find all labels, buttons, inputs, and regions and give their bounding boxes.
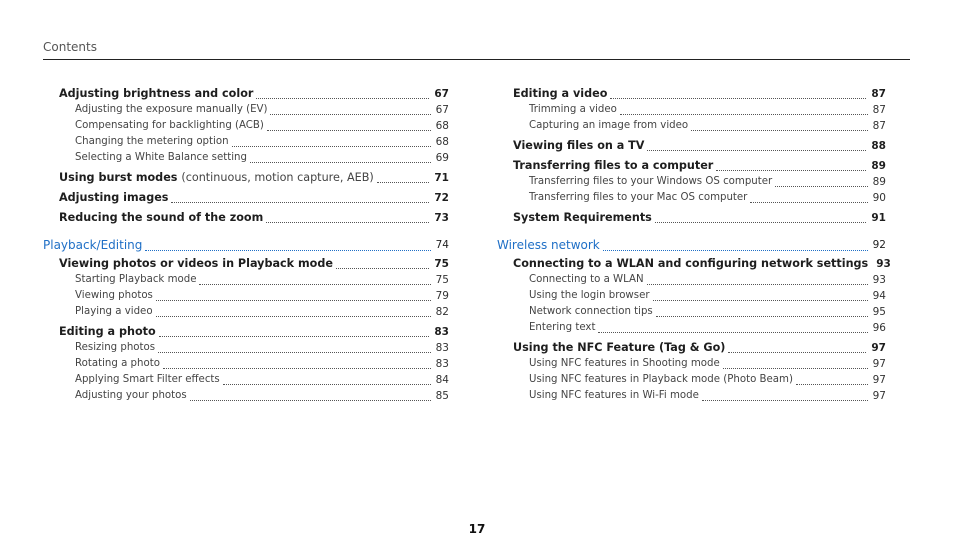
toc-entry[interactable]: [497, 138, 886, 154]
leader-dots: [270, 114, 430, 115]
toc-entry-label: Using the login browser: [529, 290, 650, 301]
toc-entry[interactable]: [497, 304, 886, 320]
leader-dots: [655, 222, 867, 223]
toc-entry-label: Applying Smart Filter effects: [75, 374, 220, 385]
toc-entry-page: 67: [434, 88, 449, 100]
toc-section-page: 92: [872, 239, 886, 251]
toc-entry-label: Compensating for backlighting (ACB): [75, 120, 264, 131]
leader-dots: [723, 368, 868, 369]
leader-dots: [336, 268, 429, 269]
toc-entry[interactable]: [497, 272, 886, 288]
toc-entry-page: 69: [435, 152, 449, 164]
toc-entry-label: Adjusting the exposure manually (EV): [75, 104, 268, 115]
leader-dots: [266, 222, 429, 223]
toc-entry[interactable]: [43, 356, 449, 372]
toc-entry-label: Using NFC features in Playback mode (Photo Beam): [529, 374, 793, 385]
toc-section-playback-editing[interactable]: [43, 236, 449, 254]
toc-entry-label: Using the NFC Feature (Tag & Go): [513, 341, 726, 354]
toc-entry-label: Trimming a video: [529, 104, 617, 115]
toc-entry-page: 82: [435, 306, 449, 318]
leader-dots: [145, 250, 430, 251]
toc-entry-label: Resizing photos: [75, 342, 156, 353]
leader-dots: [775, 186, 867, 187]
toc-entry-label: Playing a video: [75, 306, 153, 317]
header-divider: [43, 59, 910, 60]
leader-dots: [158, 352, 431, 353]
toc-entry-page: 97: [872, 374, 886, 386]
leader-dots: [232, 146, 431, 147]
toc-entry-label: Viewing photos: [75, 290, 153, 301]
toc-entry-label: Transferring files to your Mac OS computer: [529, 192, 748, 203]
toc-entry-page: 68: [435, 136, 449, 148]
toc-entry[interactable]: [497, 174, 886, 190]
toc-entry[interactable]: [43, 340, 449, 356]
toc-entry-page: 75: [435, 274, 449, 286]
toc-entry-page: 71: [434, 172, 449, 184]
page-number: 17: [468, 522, 486, 536]
leader-dots: [656, 316, 868, 317]
toc-entry[interactable]: [43, 372, 449, 388]
toc-entry-label: Selecting a White Balance setting: [75, 152, 247, 163]
toc-entry-label: Reducing the sound of the zoom: [59, 211, 264, 224]
toc-section-page: 74: [435, 239, 449, 251]
leader-dots: [691, 130, 867, 131]
toc-section-label: Playback/Editing: [43, 238, 143, 252]
toc-entry-page: 89: [872, 176, 886, 188]
toc-entry-label: Editing a photo: [59, 325, 156, 338]
toc-entry-page: 83: [435, 358, 449, 370]
toc-entry-page: 83: [434, 326, 449, 338]
toc-entry-page: 88: [871, 140, 886, 152]
toc-entry-page: 87: [871, 88, 886, 100]
toc-entry-label: Viewing files on a TV: [513, 139, 645, 152]
toc-entry-label: Adjusting images: [59, 191, 169, 204]
toc-entry[interactable]: [43, 388, 449, 404]
toc-entry-page: 68: [435, 120, 449, 132]
leader-dots: [171, 202, 429, 203]
toc-entry-page: 97: [872, 358, 886, 370]
toc-entry-label: Entering text: [529, 322, 596, 333]
leader-dots: [598, 332, 867, 333]
toc-entry-label: Adjusting brightness and color: [59, 87, 254, 100]
toc-entry[interactable]: [497, 372, 886, 388]
toc-entry[interactable]: [43, 190, 449, 206]
toc-entry[interactable]: [497, 288, 886, 304]
toc-entry-label-main: Using burst modes: [59, 171, 178, 184]
leader-dots: [610, 98, 866, 99]
toc-entry[interactable]: [497, 158, 886, 174]
toc-entry-label: Editing a video: [513, 87, 608, 100]
toc-entry[interactable]: [43, 150, 449, 166]
toc-entry-page: 97: [872, 390, 886, 402]
toc-entry-label: Connecting to a WLAN and configuring network settings: [513, 257, 869, 270]
toc-section-label: Wireless network: [497, 238, 600, 252]
toc-entry[interactable]: [43, 288, 449, 304]
leader-dots: [647, 284, 868, 285]
toc-column-left: [43, 86, 449, 404]
toc-entry-page: 72: [434, 192, 449, 204]
toc-entry-page: 89: [871, 160, 886, 172]
toc-entry-label: Rotating a photo: [75, 358, 160, 369]
toc-entry[interactable]: [43, 134, 449, 150]
toc-entry-label: Starting Playback mode: [75, 274, 197, 285]
leader-dots: [163, 368, 431, 369]
leader-dots: [377, 182, 430, 183]
leader-dots: [156, 300, 431, 301]
toc-entry[interactable]: [497, 340, 886, 356]
toc-entry-page: 67: [435, 104, 449, 116]
toc-entry-page: 85: [435, 390, 449, 402]
leader-dots: [620, 114, 868, 115]
leader-dots: [156, 316, 431, 317]
toc-entry[interactable]: [497, 320, 886, 336]
toc-entry-label: Changing the metering option: [75, 136, 229, 147]
toc-column-right: [497, 86, 891, 404]
toc-entry[interactable]: [43, 256, 449, 272]
toc-section-wireless-network[interactable]: [497, 236, 886, 254]
toc-entry[interactable]: [497, 356, 886, 372]
toc-entry-label: Capturing an image from video: [529, 120, 689, 131]
toc-entry-label: Transferring files to your Windows OS computer: [529, 176, 773, 187]
leader-dots: [603, 250, 868, 251]
toc-entry-page: 94: [872, 290, 886, 302]
toc-entry-page: 87: [872, 120, 886, 132]
leader-dots: [728, 352, 866, 353]
leader-dots: [159, 336, 430, 337]
toc-entry[interactable]: [497, 118, 886, 134]
toc-entry[interactable]: [497, 102, 886, 118]
leader-dots: [199, 284, 430, 285]
toc-entry-label: [59, 170, 374, 186]
toc-entry[interactable]: [43, 272, 449, 288]
leader-dots: [250, 162, 431, 163]
toc-entry-page: 83: [435, 342, 449, 354]
leader-dots: [796, 384, 868, 385]
toc-entry[interactable]: [43, 210, 449, 226]
leader-dots: [702, 400, 868, 401]
toc-entry[interactable]: [497, 86, 886, 102]
toc-entry-page: 93: [872, 274, 886, 286]
toc-entry-label: Using NFC features in Shooting mode: [529, 358, 720, 369]
toc-entry-page: 96: [872, 322, 886, 334]
toc-entry-page: 95: [872, 306, 886, 318]
toc-entry[interactable]: [43, 86, 449, 102]
toc-entry-label: Network connection tips: [529, 306, 653, 317]
toc-entry-page: 97: [871, 342, 886, 354]
toc-entry-page: 93: [876, 258, 891, 270]
toc-entry[interactable]: [43, 102, 449, 118]
toc-entry-label: Using NFC features in Wi-Fi mode: [529, 390, 699, 401]
toc-entry-label: Transferring files to a computer: [513, 159, 714, 172]
toc-entry-label-sub: (continuous, motion capture, AEB): [181, 171, 374, 184]
toc-entry-page: 91: [871, 212, 886, 224]
toc-entry-label: Adjusting your photos: [75, 390, 187, 401]
toc-entry[interactable]: [497, 210, 886, 226]
toc-entry[interactable]: [43, 170, 449, 186]
leader-dots: [190, 400, 431, 401]
leader-dots: [267, 130, 431, 131]
leader-dots: [223, 384, 431, 385]
toc-entry[interactable]: [43, 304, 449, 320]
leader-dots: [716, 170, 866, 171]
toc-entry-label: System Requirements: [513, 211, 652, 224]
toc-entry[interactable]: [43, 324, 449, 340]
toc-entry-page: 90: [872, 192, 886, 204]
toc-entry-page: 87: [872, 104, 886, 116]
toc-entry-page: 75: [434, 258, 449, 270]
toc-entry-label: Viewing photos or videos in Playback mode: [59, 257, 333, 270]
toc-entry[interactable]: [497, 388, 886, 404]
leader-dots: [256, 98, 429, 99]
toc-entry[interactable]: [497, 190, 886, 206]
toc-entry-page: 84: [435, 374, 449, 386]
toc-entry[interactable]: [497, 256, 891, 272]
toc-entry-page: 73: [434, 212, 449, 224]
leader-dots: [750, 202, 867, 203]
toc-entry[interactable]: [43, 118, 449, 134]
leader-dots: [647, 150, 866, 151]
toc-entry-label: Connecting to a WLAN: [529, 274, 644, 285]
leader-dots: [653, 300, 868, 301]
page-header-title: Contents: [43, 40, 97, 54]
toc-entry-page: 79: [435, 290, 449, 302]
